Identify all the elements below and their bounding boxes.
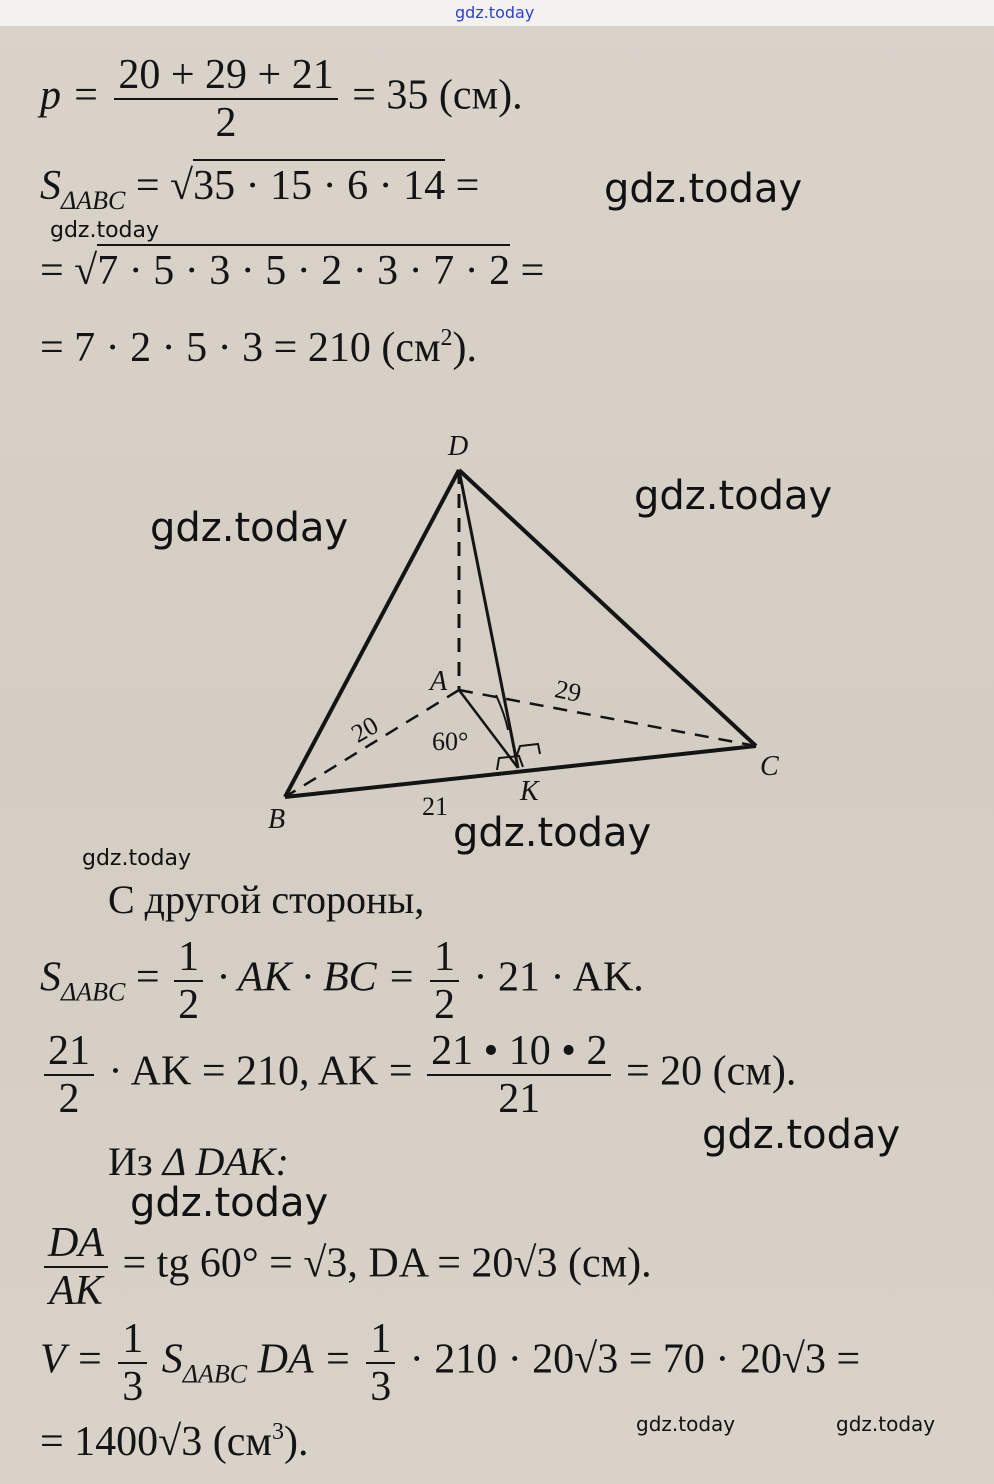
line3-end: ). xyxy=(452,325,478,371)
f21-fraction xyxy=(44,1030,94,1120)
line3-text: = 7 · 2 · 5 · 3 = 210 (см xyxy=(40,325,441,371)
ak-fraction xyxy=(427,1030,611,1120)
s-label: S xyxy=(40,163,61,209)
watermark-4: gdz.today xyxy=(150,505,349,551)
third-den-2: 3 xyxy=(370,1364,392,1410)
p-numerator: 20 + 29 + 21 xyxy=(114,54,337,100)
v-lhs: V = xyxy=(40,1336,104,1383)
label-K: K xyxy=(520,776,539,807)
p-lhs: p = xyxy=(40,72,100,119)
s-end: = xyxy=(445,163,480,209)
da-fraction xyxy=(44,1222,108,1312)
label-D: D xyxy=(448,431,469,462)
ak-equation xyxy=(40,1030,796,1120)
watermark-1: gdz.today xyxy=(604,166,803,212)
half-den-1: 2 xyxy=(178,982,200,1028)
ak-num: 21 • 10 • 2 xyxy=(427,1030,611,1076)
s2-label: S xyxy=(40,954,61,1001)
label-21: 21 xyxy=(422,792,448,821)
half-fraction-1 xyxy=(174,936,203,1026)
p-denominator: 2 xyxy=(215,100,237,146)
line3-sup: 2 xyxy=(440,325,453,351)
watermark-8: gdz.today xyxy=(130,1180,329,1226)
watermark-top: gdz.today xyxy=(455,3,535,22)
da-equation xyxy=(40,1222,652,1312)
s-subscript: ΔABC xyxy=(61,186,126,215)
s-radicand: 35 · 15 · 6 · 14 xyxy=(193,159,445,209)
watermark-5: gdz.today xyxy=(453,810,652,856)
third-num-1: 1 xyxy=(118,1318,147,1364)
label-20: 20 xyxy=(346,710,384,749)
ak-den: 21 xyxy=(498,1076,541,1122)
third-den-1: 3 xyxy=(122,1364,144,1410)
label-C: C xyxy=(760,751,779,782)
line2-radicand: 7 · 5 · 3 · 5 · 2 · 3 · 7 · 2 xyxy=(97,244,510,294)
watermark-2: gdz.today xyxy=(50,218,160,243)
p-rhs: = 35 (см). xyxy=(352,72,523,119)
v-end: · 210 · 20√3 = 70 · 20√3 = xyxy=(409,1336,861,1383)
s2-eq: = xyxy=(135,954,160,1001)
watermark-6: gdz.today xyxy=(82,846,192,871)
half-fraction-2 xyxy=(430,936,459,1026)
volume-result xyxy=(40,1420,308,1463)
f21-num: 21 xyxy=(44,1030,94,1076)
s2-mid: · AK · BC = xyxy=(217,954,416,1001)
line2-end: = xyxy=(510,248,545,294)
label-angle: 60° xyxy=(432,727,469,756)
final-end: ). xyxy=(283,1419,309,1465)
third-fraction-1 xyxy=(118,1318,147,1408)
label-B: B xyxy=(268,804,286,835)
s2-subscript: ΔABC xyxy=(61,977,126,1007)
watermark-10: gdz.today xyxy=(836,1412,936,1436)
label-29: 29 xyxy=(552,674,584,708)
other-side-text: С другой стороны, xyxy=(108,877,425,922)
volume-formula xyxy=(40,1318,860,1408)
s2-end: · 21 · AK. xyxy=(473,954,644,1001)
v-s-subscript: ΔABC xyxy=(182,1359,248,1389)
third-num-2: 1 xyxy=(366,1318,395,1364)
ak-end: = 20 (см). xyxy=(625,1048,797,1095)
line2-pre: = √ xyxy=(40,248,98,294)
ak-eq: · AK = 210, AK = xyxy=(108,1048,413,1095)
watermark-3: gdz.today xyxy=(634,473,833,519)
half-num-1: 1 xyxy=(174,936,203,982)
v-s-label: S xyxy=(161,1336,183,1383)
right-angle-mark-2 xyxy=(517,744,540,755)
half-num-2: 1 xyxy=(430,936,459,982)
from-triangle xyxy=(108,1138,289,1185)
final-sup: 3 xyxy=(271,1419,284,1445)
da-den: AK xyxy=(49,1268,103,1314)
from-word: Из xyxy=(108,1139,153,1184)
s-eq: = √ xyxy=(135,163,194,209)
watermark-9: gdz.today xyxy=(636,1412,736,1436)
f21-den: 2 xyxy=(58,1076,80,1122)
da-rhs: = tg 60° = √3, DA = 20√3 (см). xyxy=(122,1240,652,1287)
label-A: A xyxy=(430,666,448,697)
final-text: = 1400√3 (см xyxy=(40,1419,272,1465)
area-via-height xyxy=(40,936,644,1026)
from-triangle-name: Δ DAK: xyxy=(162,1139,289,1184)
watermark-7: gdz.today xyxy=(702,1112,901,1158)
third-fraction-2 xyxy=(366,1318,395,1408)
half-den-2: 2 xyxy=(433,982,455,1028)
v-mid: DA = xyxy=(257,1336,352,1383)
da-num: DA xyxy=(44,1222,108,1268)
